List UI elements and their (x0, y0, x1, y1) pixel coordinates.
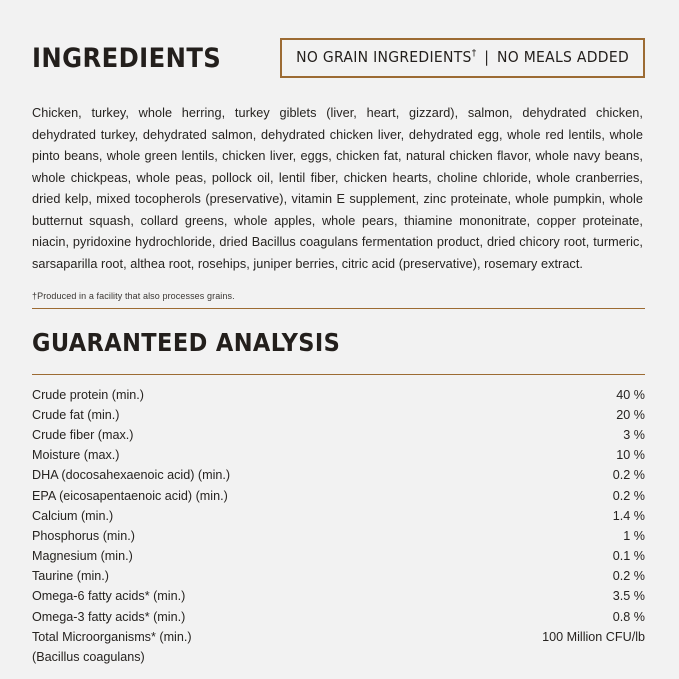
nutrient-label: Taurine (min.) (32, 569, 109, 584)
nutrient-value: 0.2 % (612, 569, 645, 584)
nutrient-value: 3.5 % (612, 589, 645, 604)
nutrient-value: 20 % (616, 407, 645, 422)
table-row (32, 405, 645, 425)
table-row (32, 547, 645, 567)
table-row (32, 587, 645, 607)
no-grain-label: NO GRAIN INGREDIENTS (296, 48, 472, 67)
nutrient-label: Phosphorus (min.) (32, 528, 135, 543)
nutrient-label: Crude fat (min.) (32, 407, 120, 422)
table-row (32, 607, 645, 627)
nutrient-value: 100 Million CFU/lb (542, 629, 645, 644)
nutrient-value: 40 % (616, 387, 645, 402)
divider-guaranteed-analysis (32, 374, 645, 375)
guaranteed-analysis-title: GUARANTEED ANALYSIS (32, 328, 341, 357)
page-title: INGREDIENTS (32, 42, 222, 74)
table-row (32, 425, 645, 445)
nutrient-label: Omega-3 fatty acids* (min.) (32, 609, 186, 624)
nutrient-label: Moisture (max.) (32, 448, 120, 463)
ingredients-list-text: Chicken, turkey, whole herring, turkey giblets (liver, heart, gizzard), salmon, dehydrated chicken, dehydrated turkey, dehydrated salmon, dehydrated chicken liver, dehydrated egg, whole red lentils, whole pinto beans, whole green lentils, chicken liver, eggs, chicken fat, natural chicken flavor, whole navy beans, whole chickpeas, whole peas, pollock oil, lentil fiber, chicken hearts, choline chloride, whole cranberries, dried kelp, mixed tocopherols (preservative), vitamin E supplement, zinc proteinate, whole pumpkin, whole butternut squash, collard greens, whole apples, whole pears, thiamine mononitrate, copper proteinate, niacin, pyridoxine hydrochloride, dried Bacillus coagulans fermentation product, dried chicory root, turmeric, sarsaparilla root, althea root, rosehips, juniper berries, citric acid (preservative), rosemary extract. (32, 106, 643, 271)
ingredients-footnote: †Produced in a facility that also processes grains. (32, 291, 235, 301)
no-grain-badge (280, 38, 645, 78)
nutrient-label: Omega-6 fatty acids* (min.) (32, 589, 186, 604)
nutrient-label: Magnesium (min.) (32, 549, 133, 564)
guaranteed-analysis-note: (Bacillus coagulans) (32, 650, 145, 665)
guaranteed-analysis-body (32, 385, 645, 668)
nutrient-label: Calcium (min.) (32, 508, 114, 523)
note-value-empty (435, 647, 645, 667)
table-row-note (32, 647, 645, 667)
table-row (32, 446, 645, 466)
table-row (32, 627, 645, 647)
nutrient-value: 1.4 % (612, 508, 645, 523)
table-row (32, 385, 645, 405)
nutrient-value: 3 % (623, 427, 645, 442)
ingredients-header (32, 30, 645, 86)
table-row (32, 486, 645, 506)
table-row (32, 526, 645, 546)
nutrient-value: 0.1 % (612, 549, 645, 564)
nutrient-label: EPA (eicosapentaenoic acid) (min.) (32, 488, 228, 503)
nutrient-label: DHA (docosahexaenoic acid) (min.) (32, 468, 231, 483)
nutrient-label: Crude protein (min.) (32, 387, 144, 402)
nutrient-value: 0.8 % (612, 609, 645, 624)
nutrient-value: 0.2 % (612, 488, 645, 503)
nutrient-value: 0.2 % (612, 468, 645, 483)
no-meals-label: NO MEALS ADDED (496, 48, 629, 67)
nutrient-value: 1 % (623, 528, 645, 543)
table-row (32, 466, 645, 486)
dagger-marker: † (471, 48, 477, 60)
nutrient-value: 10 % (616, 448, 645, 463)
divider-top (32, 308, 645, 309)
nutrient-label: Crude fiber (max.) (32, 427, 134, 442)
table-row (32, 506, 645, 526)
table-row (32, 567, 645, 587)
guaranteed-analysis-table (32, 385, 645, 668)
nutrient-label: Total Microorganisms* (min.) (32, 629, 192, 644)
badge-separator: | (484, 48, 490, 67)
